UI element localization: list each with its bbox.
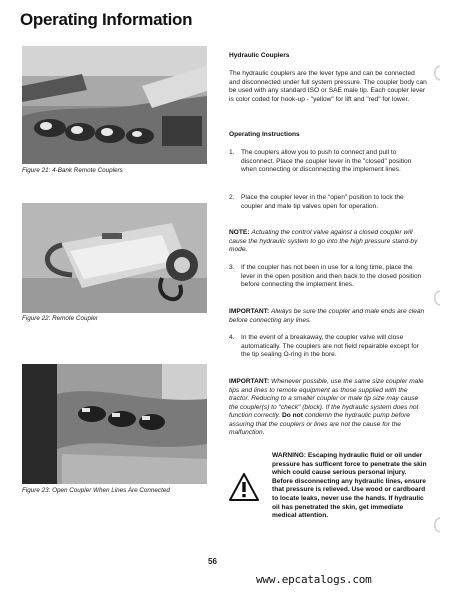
binder-ring-icon (430, 289, 442, 307)
important-block-2 (229, 378, 427, 438)
important-label: IMPORTANT: (229, 308, 270, 315)
step-text: Place the coupler lever in the "open" position to lock the coupler and male tip valves open for operation. (241, 194, 404, 210)
figure-23-caption: Figure 23: Open Coupler When Lines Are Connected (22, 487, 170, 494)
hydraulic-couplers-body: The hydraulic couplers are the lever type and can be connected and disconnected under full system pressure. The coupler body can be used with any standard ISO or SAE male tip. Each coupler lever is color coded for hook-up - "yellow" for lift and "red" for lower. (229, 70, 427, 103)
figure-21-caption: Figure 21: 4-Bank Remote Couplers (22, 167, 123, 174)
instruction-step-2 (229, 194, 427, 211)
step-number: 2. (229, 194, 235, 201)
note-label: NOTE: (229, 229, 250, 236)
important-block-1 (229, 308, 427, 325)
important-text-b: condemn the hydraulic pump before assuring that the couplers or lines are not the cause for the malfunction. (229, 412, 410, 436)
instruction-step-3 (229, 264, 427, 290)
operating-instructions-heading: Operating Instructions (229, 131, 300, 138)
step-number: 3. (229, 264, 235, 271)
hydraulic-couplers-heading: Hydraulic Couplers (229, 52, 290, 59)
step-number: 1. (229, 149, 235, 156)
step-text: The couplers allow you to push to connect and pull to disconnect. Place the coupler lever in the "closed" position when connecting or disconnecting the implement lines. (241, 149, 412, 173)
important-text: Always be sure the coupler and male ends are clean before connecting any lines. (229, 308, 425, 324)
important-label: IMPORTANT: (229, 378, 270, 385)
instruction-step-4 (229, 334, 427, 360)
binder-ring-icon (430, 516, 442, 534)
step-number: 4. (229, 334, 235, 341)
important-emphasis: Do not (282, 412, 303, 419)
step-text: If the coupler has not been in use for a long time, place the lever in the open position and then back to the closed position before connecting the implement lines. (241, 264, 422, 288)
figure-23-photo (22, 364, 207, 484)
warning-text: WARNING: Escaping hydraulic fluid or oil under pressure has sufficent force to penetrate the skin which could cause serious personal injury. Before disconnecting any hydraulic lines, ensure that pressure is relieved. Use wood or cardboard to locate leaks, never use the hands. If hydraulic oil has penetrated the skin, get immediate medical attention. (272, 452, 427, 520)
step-text: In the event of a breakaway, the coupler valve will close automatically. The couplers are not field repairable except for the tip sealing O-ring in the bore. (241, 334, 419, 358)
page-number: 56 (208, 557, 217, 566)
watermark: www.epcatalogs.com (256, 573, 372, 586)
figure-22-caption: Figure 22: Remote Coupler (22, 315, 98, 322)
important-text-a: Whenever possible, use the same size coupler male tips and lines to remote equipment as those supplied with the tractor. Reducing to a smaller coupler or male tip size may cause the coupler(s) to "check" (block). If the hydraulic system does not function correctly. (229, 378, 424, 419)
figure-22-photo (22, 203, 207, 313)
page-title: Operating Information (20, 10, 193, 29)
warning-triangle-icon (228, 472, 260, 502)
note-text: Actuating the control valve against a closed coupler will cause the hydraulic system to go into the high pressure stand-by mode. (229, 229, 418, 253)
figure-21-photo (22, 46, 207, 164)
binder-ring-icon (430, 64, 442, 82)
instruction-step-1 (229, 149, 427, 175)
note-block (229, 229, 427, 255)
